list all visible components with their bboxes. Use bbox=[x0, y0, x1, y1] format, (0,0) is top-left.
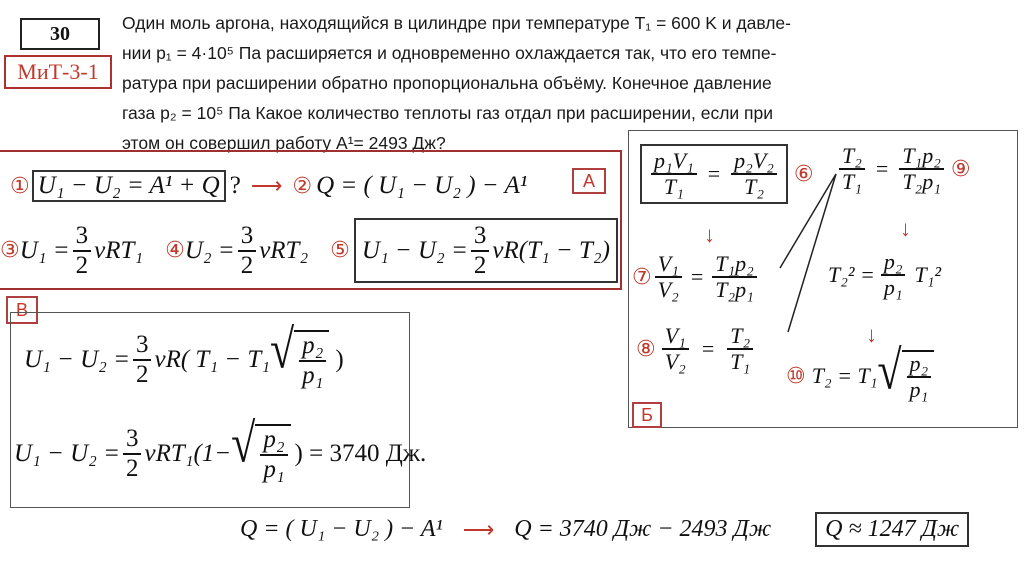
eq10-frac-num: p₂ bbox=[907, 352, 932, 378]
fraction-numerator: 3 bbox=[133, 331, 152, 361]
eq7-right-den: T₂p₁ bbox=[715, 277, 754, 303]
problem-number: 30 bbox=[20, 18, 100, 50]
eq1-box bbox=[32, 170, 226, 202]
eq9-left-num: T₂ bbox=[839, 144, 865, 170]
arrow-right-icon: ⟶ bbox=[250, 173, 283, 198]
eq-sq-num: p₂ bbox=[881, 250, 906, 276]
b2-mid: νRT₁(1− bbox=[144, 439, 232, 467]
final-answer: Q ≈ 1247 Дж bbox=[825, 516, 960, 542]
down-arrow-icon: ↓ bbox=[704, 222, 715, 247]
eq10-number: ⑩ bbox=[786, 363, 806, 389]
eq6-right-num: p₂V₂ bbox=[731, 149, 777, 175]
final-q-expr: Q = ( U₁ − U₂ ) − A¹ bbox=[240, 516, 443, 542]
sqrt-numerator: p₂ bbox=[260, 426, 287, 456]
sqrt-icon: √ $\frac{\text{p₂}}{\text{p₁}}$ bbox=[877, 350, 934, 402]
section-c-label: Б bbox=[632, 402, 662, 428]
problem-code: МиТ-3-1 bbox=[4, 55, 112, 89]
b1-end: ) bbox=[335, 345, 344, 373]
fraction-numerator: 3 bbox=[73, 222, 92, 252]
equals-sign: = bbox=[701, 336, 715, 362]
sqrt-numerator: p₂ bbox=[299, 332, 326, 362]
eq6-number: ⑥ bbox=[793, 161, 814, 187]
eq3-fraction bbox=[73, 222, 92, 279]
fraction-denominator: 2 bbox=[125, 454, 139, 482]
fraction-numerator: 3 bbox=[123, 425, 142, 455]
b1-mid: νR( T₁ − T₁ bbox=[154, 345, 270, 373]
section-b-label: B bbox=[6, 296, 38, 324]
statement-line-3: ратура при расширении обратно пропорциональна объёму. Конечное давление bbox=[122, 73, 772, 93]
eq4-fraction bbox=[238, 222, 257, 279]
final-row bbox=[240, 512, 969, 547]
eq9-row bbox=[836, 144, 971, 194]
eq5-number: ⑤ bbox=[330, 238, 350, 263]
b-line-1 bbox=[24, 318, 344, 389]
eq6-left-den: T₁ bbox=[663, 174, 684, 200]
fraction-denominator: 2 bbox=[473, 251, 487, 279]
eq-sq-rhs: T₁² bbox=[914, 262, 941, 288]
section-a-label: A bbox=[572, 168, 606, 194]
eq8-right-den: T₁ bbox=[730, 349, 751, 375]
eq-row-1 bbox=[10, 170, 527, 202]
statement-line-2: нии p₁ = 4·10⁵ Па расширяется и одновременно охлаждается так, что его темпе- bbox=[122, 43, 777, 63]
b2-end: ) = 3740 Дж. bbox=[294, 439, 427, 467]
eq8-row bbox=[636, 324, 756, 374]
final-answer-box bbox=[815, 512, 969, 547]
down-arrow-icon: ↓ bbox=[866, 322, 877, 347]
eq-row-2 bbox=[0, 218, 618, 283]
eq1-number: ① bbox=[10, 173, 30, 199]
eq8-right-num: T₂ bbox=[727, 324, 753, 350]
eq4-number: ④ bbox=[165, 238, 185, 263]
eq8-left-den: V₂ bbox=[664, 349, 686, 375]
equals-sign: = bbox=[690, 264, 704, 290]
fraction-denominator: 2 bbox=[240, 251, 254, 279]
eq1-formula: U₁ − U₂ = A¹ + Q bbox=[37, 172, 220, 199]
b2-fraction bbox=[123, 425, 142, 482]
eq7-number: ⑦ bbox=[632, 264, 652, 290]
eq7-right-num: T₁p₂ bbox=[712, 252, 757, 278]
eq9-right-num: T₁p₂ bbox=[899, 144, 944, 170]
sqrt-denominator: p₁ bbox=[302, 361, 324, 389]
down-arrow-icon: ↓ bbox=[900, 216, 911, 241]
eq9-left-den: T₁ bbox=[842, 169, 862, 195]
eq3-number: ③ bbox=[0, 238, 20, 263]
eq10-lhs: T₂ = T₁ bbox=[811, 363, 878, 389]
sqrt-icon: √ $\frac{\text{p₂}}{\text{p₁}}$ bbox=[231, 424, 290, 483]
eq-sq-den: p₁ bbox=[883, 275, 903, 301]
sqrt-denominator: p₁ bbox=[263, 455, 285, 483]
eq6-right-den: T₂ bbox=[744, 174, 764, 200]
eq-sq-lhs: T₂² = bbox=[828, 262, 875, 288]
eq4-rhs: νRT₂ bbox=[259, 236, 309, 264]
statement-line-5: этом он совершил работу A¹= 2493 Дж? bbox=[122, 133, 446, 153]
eq5-lhs: U₁ − U₂ = bbox=[361, 236, 468, 264]
eq6-box bbox=[640, 144, 788, 204]
equals-sign: = bbox=[707, 161, 721, 187]
fraction-denominator: 2 bbox=[75, 251, 89, 279]
eq1-question: ? bbox=[229, 172, 241, 199]
eq9-right-den: T₂p₁ bbox=[902, 169, 941, 195]
eq5-box bbox=[354, 218, 618, 283]
sqrt-icon: √ $\frac{\text{p₂}}{\text{p₁}}$ bbox=[270, 330, 329, 389]
eq-sq-row bbox=[828, 250, 941, 300]
fraction-numerator: 3 bbox=[471, 222, 490, 252]
eq7-left-num: V₁ bbox=[655, 252, 682, 278]
eq5-fraction bbox=[471, 222, 490, 279]
eq6-left-num: p₁V₁ bbox=[651, 149, 697, 175]
eq2-formula: Q = ( U₁ − U₂ ) − A¹ bbox=[316, 172, 528, 199]
b1-fraction bbox=[133, 331, 152, 388]
eq3-rhs: νRT₁ bbox=[94, 236, 144, 264]
equals-sign: = bbox=[875, 156, 889, 182]
eq9-number: ⑨ bbox=[950, 156, 971, 182]
eq4-lhs: U₂ = bbox=[184, 236, 235, 264]
b1-lhs: U₁ − U₂ = bbox=[24, 345, 130, 373]
eq2-number: ② bbox=[292, 173, 313, 199]
b2-lhs: U₁ − U₂ = bbox=[14, 439, 120, 467]
fraction-numerator: 3 bbox=[238, 222, 257, 252]
eq7-row bbox=[632, 252, 760, 302]
eq10-row bbox=[786, 339, 934, 403]
b-line-2 bbox=[14, 412, 427, 483]
arrow-right-icon: ⟶ bbox=[462, 516, 495, 542]
eq8-left-num: V₁ bbox=[662, 324, 689, 350]
eq10-frac-den: p₁ bbox=[909, 377, 929, 403]
statement-line-1: Один моль аргона, находящийся в цилиндре при температуре T₁ = 600 K и давле- bbox=[122, 13, 791, 33]
eq5-rhs: νR(T₁ − T₂) bbox=[492, 236, 610, 264]
eq3-lhs: U₁ = bbox=[19, 236, 70, 264]
final-q-calc: Q = 3740 Дж − 2493 Дж bbox=[514, 516, 772, 542]
eq8-number: ⑧ bbox=[636, 336, 656, 362]
eq7-left-den: V₂ bbox=[657, 277, 679, 303]
statement-line-4: газа p₂ = 10⁵ Па Какое количество теплоты газ отдал при расширении, если при bbox=[122, 103, 774, 123]
fraction-denominator: 2 bbox=[135, 360, 149, 388]
